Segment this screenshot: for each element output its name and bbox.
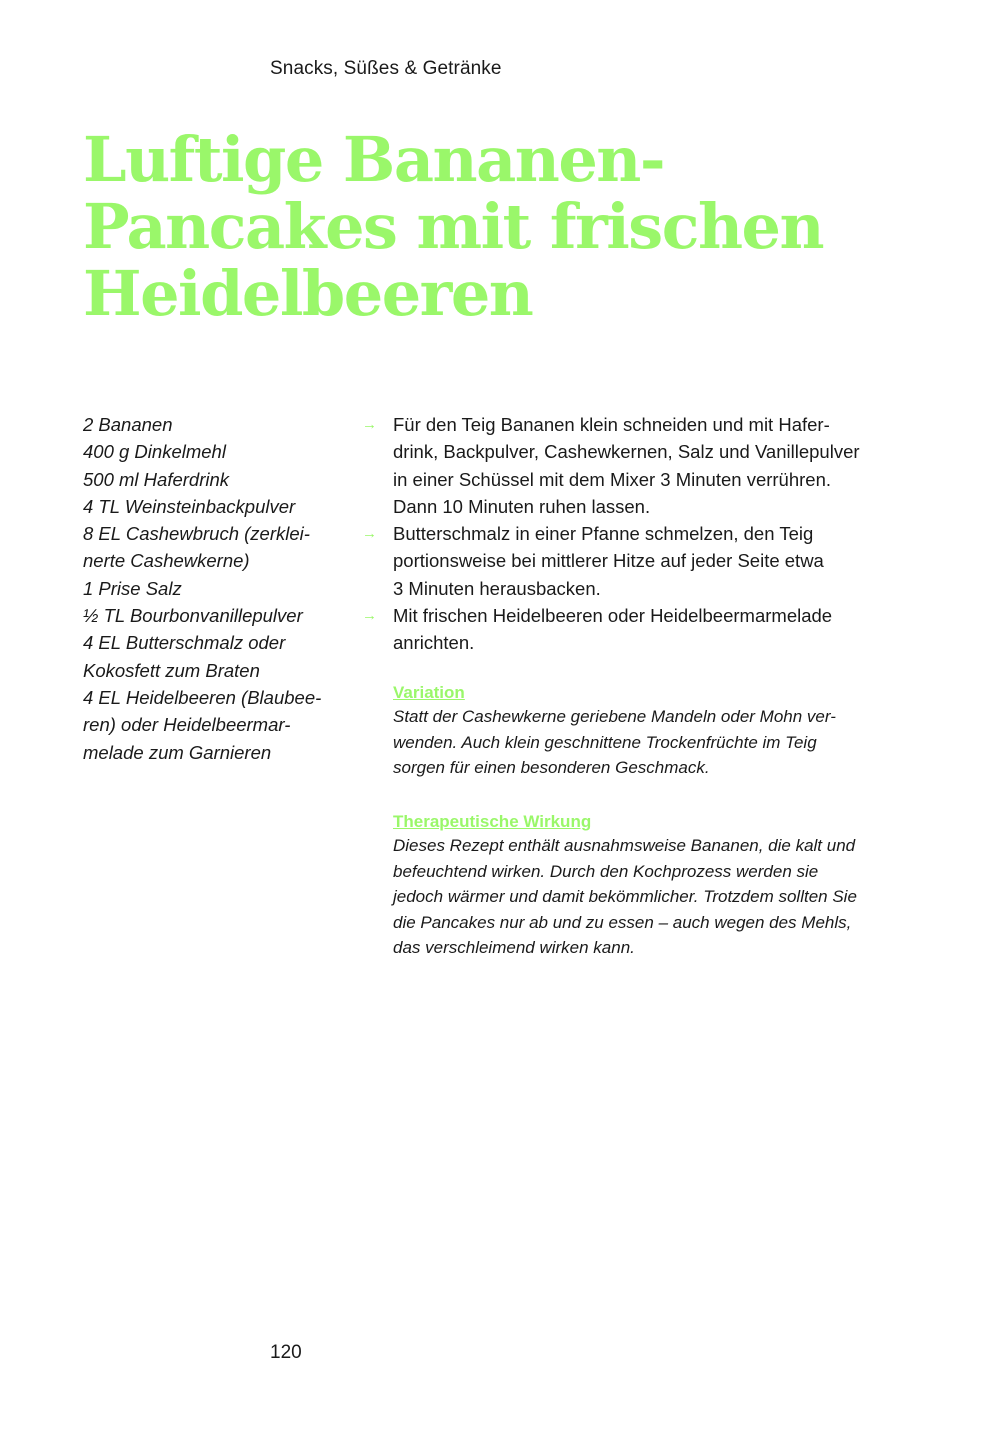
ingredient-line: 4 EL Butterschmalz oder (83, 632, 286, 654)
step-line: portionsweise bei mittlerer Hitze auf jeder Seite etwa (393, 550, 824, 572)
note-line: jedoch wärmer und damit bekömmlicher. Trotzdem sollten Sie (393, 887, 857, 906)
ingredient-line: nerte Cashewkerne) (83, 550, 250, 572)
instruction-step (362, 520, 922, 602)
note-line: die Pancakes nur ab und zu essen – auch wegen des Mehls, (393, 912, 852, 932)
therapy-heading: Therapeutische Wirkung (393, 812, 592, 831)
ingredient-item (83, 520, 353, 575)
ingredient-line: 4 EL Heidelbeeren (Blaubee- (83, 686, 322, 708)
instruction-list (362, 411, 922, 657)
step-line: 3 Minuten herausbacken. (393, 577, 601, 599)
note-line: sorgen für einen besonderen Geschmack. (393, 758, 710, 777)
note-line: befeuchtend wirken. Durch den Kochprozess werden sie (393, 861, 819, 881)
step-line: Dann 10 Minuten ruhen lassen. (393, 495, 651, 517)
therapy-note (393, 811, 913, 961)
arrow-right-icon: → (362, 607, 377, 625)
ingredient-item (83, 466, 353, 493)
step-line: Butterschmalz in einer Pfanne schmelzen, den Teig (393, 523, 814, 545)
variation-note (393, 682, 913, 781)
title-line: Heidelbeeren (83, 257, 533, 330)
ingredient-line: 8 EL Cashewbruch (zerklei- (83, 523, 310, 545)
ingredient-line: ½ TL Bourbonvanillepulver (83, 605, 303, 627)
ingredient-list (83, 411, 353, 766)
ingredient-item (83, 575, 353, 602)
ingredient-line: 2 Bananen (83, 414, 173, 435)
ingredient-line: Kokosfett zum Braten (83, 659, 260, 681)
instruction-step (362, 602, 922, 657)
note-line: Dieses Rezept enthält ausnahmsweise Bananen, die kalt und (393, 836, 856, 855)
page-number: 120 (270, 1342, 302, 1363)
ingredient-item (83, 602, 353, 629)
therapy-text (393, 833, 913, 961)
ingredient-line: 400 g Dinkelmehl (83, 441, 226, 463)
arrow-right-icon: → (362, 416, 377, 433)
ingredient-line: 1 Prise Salz (83, 577, 182, 599)
ingredient-line: ren) oder Heidelbeermar- (83, 714, 291, 736)
note-line: das verschleimend wirken kann. (393, 938, 635, 957)
ingredient-line: 500 ml Haferdrink (83, 468, 230, 490)
note-line: wenden. Auch klein geschnittene Trockenfrüchte im Teig (393, 732, 817, 752)
step-line: in einer Schüssel mit dem Mixer 3 Minuten verrühren. (393, 468, 832, 490)
ingredient-item (83, 629, 353, 684)
ingredient-item (83, 411, 353, 438)
step-line: Mit frischen Heidelbeeren oder Heidelbeermarmelade (393, 605, 833, 627)
section-header: Snacks, Süßes & Getränke (270, 58, 502, 79)
step-line: drink, Backpulver, Cashewkernen, Salz und Vanillepulver (393, 441, 860, 463)
variation-text (393, 704, 913, 781)
ingredient-item (83, 684, 353, 766)
ingredient-line: melade zum Garnieren (83, 741, 272, 763)
step-line: Für den Teig Bananen klein schneiden und mit Hafer- (393, 414, 830, 435)
instruction-step (362, 411, 922, 520)
title-line: Pancakes mit frischen (83, 190, 824, 263)
variation-heading: Variation (393, 683, 465, 702)
arrow-right-icon: → (362, 525, 377, 543)
note-line: Statt der Cashewkerne geriebene Mandeln oder Mohn ver- (393, 707, 836, 726)
title-line: Luftige Bananen- (83, 123, 665, 196)
ingredient-item (83, 493, 353, 520)
recipe-title (83, 123, 963, 330)
step-line: anrichten. (393, 632, 475, 654)
ingredient-item (83, 438, 353, 465)
ingredient-line: 4 TL Weinsteinbackpulver (83, 495, 296, 517)
